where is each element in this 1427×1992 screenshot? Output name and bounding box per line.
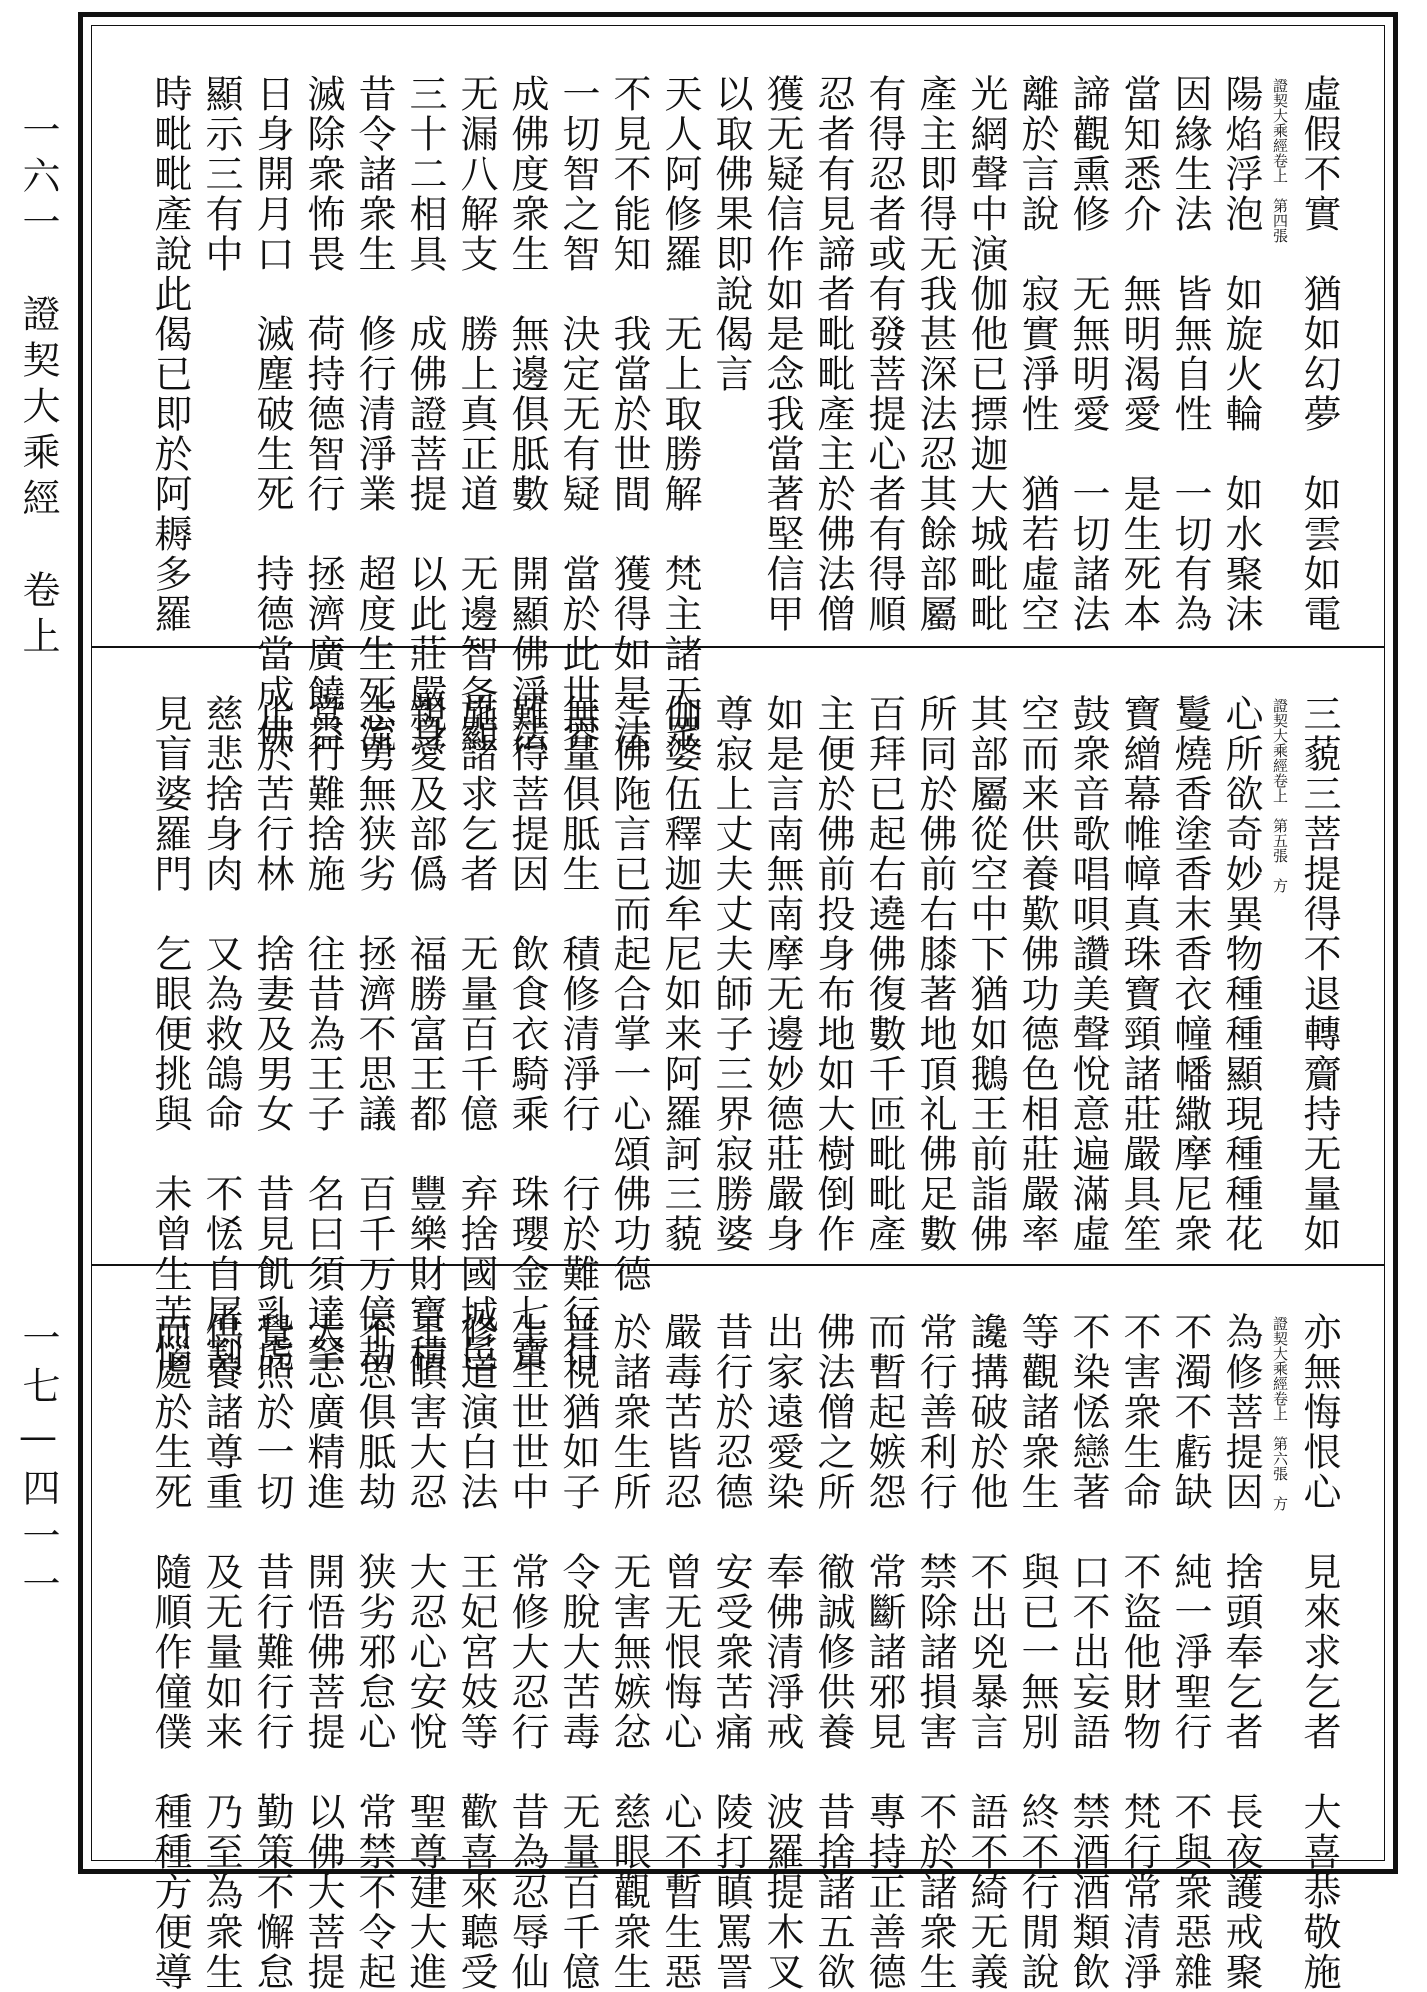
text-column: 當知悉介 無明渴愛 是生死本 (1117, 74, 1161, 634)
scripture-inner-frame (91, 25, 1385, 1992)
text-column: 顯示三有中 (199, 74, 243, 274)
text-panel-2 (92, 646, 1384, 1374)
text-column: 昔令諸衆生 修行清淨業 超度生死流 (352, 74, 396, 754)
text-column: 昔行於忍德 安受衆苦痛 陵打瞋罵詈 (709, 1312, 753, 1992)
text-column: 難得菩提因 飲食衣騎乘 珠瓔金七寶 (505, 694, 549, 1374)
text-column: 大志廣精進 開悟佛菩提 以佛大菩提 (301, 1312, 345, 1992)
text-column: 施諸求乞者 无量百千億 弃捨國城邑 (454, 694, 498, 1374)
text-column: 伽婆伍釋迦牟尼如来阿羅訶三藐 (658, 694, 702, 1254)
text-column: 光網聲中演伽他已摽迦大城毗毗 (964, 74, 1008, 634)
left-margin-page-number: 一七—四一一 (16, 1318, 60, 1612)
text-column: 止於苦行林 捨妻及男女 昔見飢乳虎 (250, 694, 294, 1374)
text-column: 所同於佛前右膝著地頂礼佛足數 (913, 694, 957, 1254)
text-column: 主便於佛前投身布地如大樹倒作 (811, 694, 855, 1254)
text-column: 三藐三菩提得不退轉齎持无量如 (1297, 694, 1341, 1254)
text-column: 一切智之智 決定无有疑 當於此世界 (556, 74, 600, 754)
text-column: 常行善利行 禁除諸損害 不於諸衆生 (913, 1312, 957, 1992)
text-column: 无漏八解支 勝上真正道 无邊智备顯 (454, 74, 498, 754)
text-column: 修道演白法 王妃宮妓等 歡喜來聽受 (454, 1312, 498, 1992)
text-panel-3 (92, 1264, 1384, 1992)
panel-columns (148, 74, 1341, 754)
text-column: 出家遠愛染 奉佛清淨戒 波羅提木叉 (760, 1312, 804, 1992)
text-column: 普視猶如子 令脫大苦毒 无量百千億 (556, 1312, 600, 1992)
text-column: 天人阿修羅 无上取勝解 梵主諸天眾 (658, 74, 702, 754)
text-column: 有得忍者或有發菩提心者有得順 (862, 74, 906, 634)
text-column: 時毗毗產說此偈已即於阿耨多羅 (148, 74, 192, 634)
text-column: 寶繒幕帷幛真珠寶頸諸莊嚴具笙 (1117, 694, 1161, 1254)
text-column: 不濁不虧缺 純一淨聖行 不與衆惡雜 (1168, 1312, 1212, 1992)
text-column: 虛假不實 猶如幻夢 如雲如電 (1297, 74, 1341, 634)
text-column: 鼓衆音歌唱唄讚美聲悅意遍滿虛 (1066, 694, 1110, 1254)
text-panel-1 (92, 26, 1384, 754)
text-column: 成佛度衆生 無邊俱胝數 開顯佛淨法 (505, 74, 549, 754)
text-column: 諦觀熏修 无無明愛 一切諸法 (1066, 74, 1110, 634)
text-column: 王瞋害大忍 大忍心安悅 聖尊建大進 (403, 1312, 447, 1992)
text-column: 心所欲奇妙異物種種顯現種種花 (1219, 694, 1263, 1254)
text-column: 鬘燒香塗香末香衣幢幡繖摩尼衆 (1168, 694, 1212, 1254)
panel-columns (148, 1312, 1341, 1992)
text-column: 見盲婆羅門 乞眼便挑與 未曾生苦惱 (148, 694, 192, 1374)
text-column: 讒搆破於他 不出兇暴言 語不綺无義 (964, 1312, 1008, 1992)
text-column: 不害衆生命 不盜他財物 梵行常清淨 (1117, 1312, 1161, 1992)
text-column: 嚴毒苦皆忍 曾无恨悔心 心不暫生惡 (658, 1312, 702, 1992)
text-column: 忍者有見諦者毗毗產主於佛法僧 (811, 74, 855, 634)
text-column: 無量俱胝生 積修清淨行 行於難行行 (556, 694, 600, 1374)
text-column: 因緣生法 皆無自性 一切有為 (1168, 74, 1212, 634)
text-column: 亦無悔恨心 見來求乞者 大喜恭敬施 (1297, 1312, 1341, 1992)
text-column: 尊寂上丈夫丈夫師子三界寂勝婆 (709, 694, 753, 1254)
sheet-label: 證契大乘經卷上 第五張 方 (1271, 698, 1289, 893)
text-column: 佛法僧之所 徹誠修供養 昔捨諸五欲 (811, 1312, 855, 1992)
text-column: 志勇無狭劣 拯濟不思議 百千万億劫 (352, 694, 396, 1374)
text-column: 等觀諸衆生 與已一無別 終不行閒說 (1015, 1312, 1059, 1992)
text-column: 不見不能知 我當於世間 獲得如是法 (607, 74, 651, 754)
text-column: 慈悲捨身肉 又為救鴿命 不恡自屠割 (199, 694, 243, 1374)
text-column: 供養諸尊重 及无量如来 乃至為衆生 (199, 1312, 243, 1992)
text-column: 生生世世中 常修大忍行 昔為忍辱仙 (505, 1312, 549, 1992)
text-column: 不思俱胝劫 狭劣邪怠心 常禁不令起 (352, 1312, 396, 1992)
text-column: 三十二相具 成佛證菩提 以此莊嚴身 (403, 74, 447, 754)
scripture-page-frame (78, 12, 1398, 1992)
sheet-label: 證契大乘經卷上 第四張 (1271, 78, 1289, 243)
text-column: 離於言說 寂實淨性 猶若虛空 (1015, 74, 1059, 634)
text-column: 獲无疑信作如是念我當著堅信甲 (760, 74, 804, 634)
sheet-label: 證契大乘經卷上 第六張 方 (1271, 1316, 1289, 1511)
text-column: 不染恡戀著 口不出妄語 禁酒酒類飲 (1066, 1312, 1110, 1992)
text-column: 百拜已起右遶佛復數千匝毗毗產 (862, 694, 906, 1254)
text-column: 覺照於一切 昔行難行行 勤策不懈怠 (250, 1312, 294, 1992)
left-margin-volume-caption: 一六一 證契大乘經 卷上 (16, 110, 60, 662)
text-column: 陽焰浮泡 如旋火輪 如水聚沫 (1219, 74, 1263, 634)
text-column: 親愛及部僞 福勝富王都 豐樂財寶積 (403, 694, 447, 1374)
text-column: 為修菩提因 捨頭奉乞者 長夜護戒聚 (1219, 1312, 1263, 1992)
text-column: 日身開月口 滅塵破生死 持德當成佛 (250, 74, 294, 754)
text-column: 滅除衆怖畏 荷持德智行 拯濟廣饒益 (301, 74, 345, 754)
text-column: 於諸衆生所 无害無嫉忿 慈眼觀衆生 (607, 1312, 651, 1992)
text-column: 常行難捨施 往昔為王子 名曰須達拏 (301, 694, 345, 1374)
text-column: 以取佛果即說偈言 (709, 74, 753, 394)
text-column: 三佛陁言已而起合掌一心頌佛功德 (607, 694, 651, 1294)
text-column: 空而来供養歎佛功德色相莊嚴率 (1015, 694, 1059, 1254)
panel-columns (148, 694, 1341, 1374)
text-column: 其部屬從空中下猶如鵝王前詣佛 (964, 694, 1008, 1254)
text-column: 產主即得无我甚深法忍其餘部屬 (913, 74, 957, 634)
text-column: 如是言南無南摩无邊妙德莊嚴身 (760, 694, 804, 1254)
text-column: 而處於生死 隨順作僮僕 種種方便導 (148, 1312, 192, 1992)
text-column: 而暫起嫉怨 常斷諸邪見 專持正善德 (862, 1312, 906, 1992)
